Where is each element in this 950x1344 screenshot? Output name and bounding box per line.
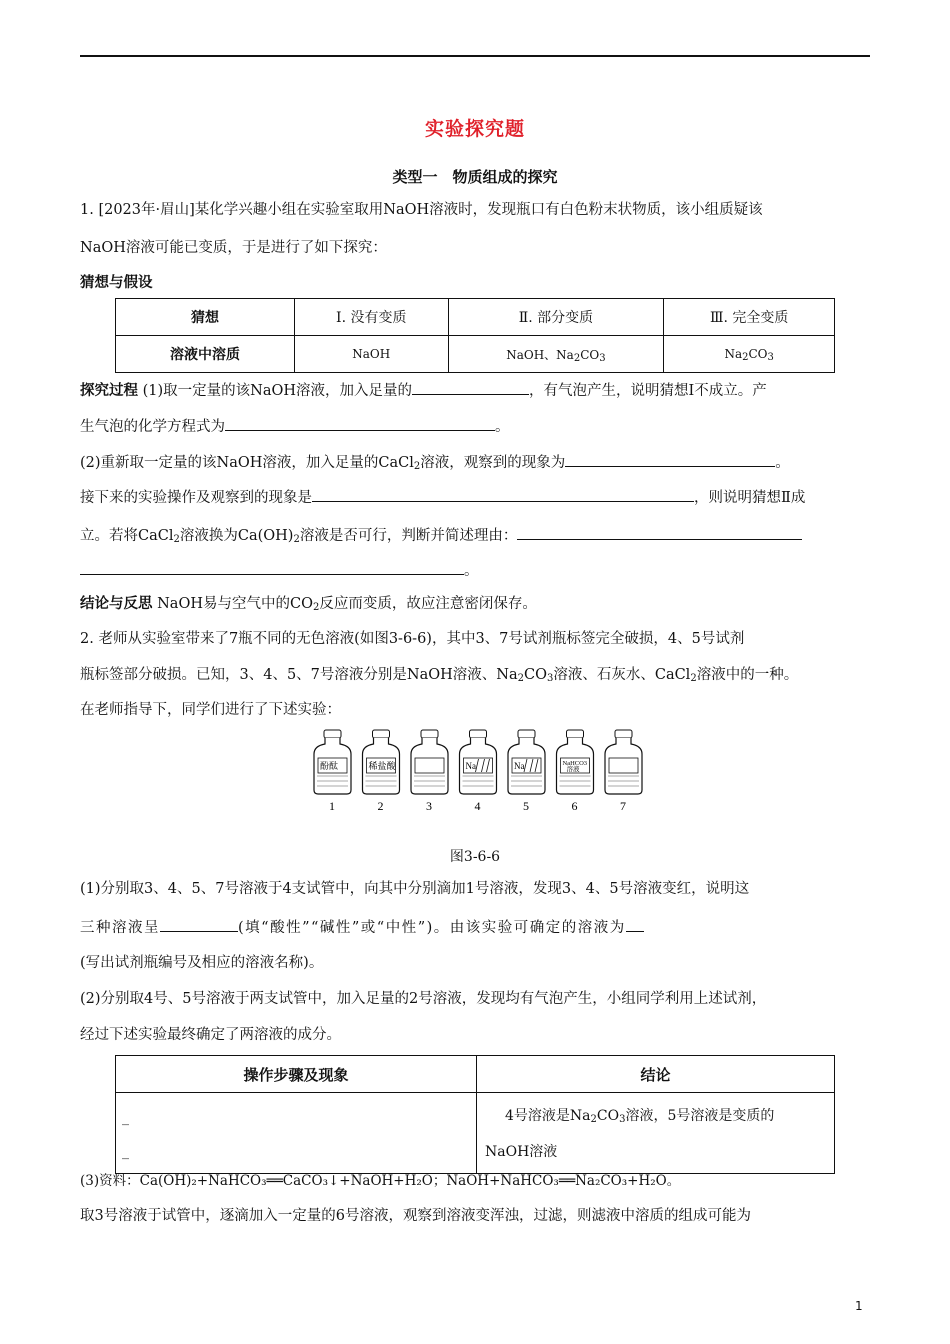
bottle-stopper — [470, 730, 487, 738]
table-header-conclusion: 结论 — [477, 1056, 835, 1093]
bottle-number: 1 — [329, 799, 335, 813]
q2-line1: 2. 老师从实验室带来了7瓶不同的无色溶液(如图3-6-6)，其中3、7号试剂瓶标签完全破损，4、5号试剂 — [80, 631, 745, 647]
hypothesis-table — [115, 298, 835, 373]
bottle-number: 2 — [377, 799, 384, 813]
hypothesis-label: 猜想与假设 — [80, 275, 153, 291]
reagent-bottle-5 — [508, 730, 545, 813]
q2-step1-line3: (写出试剂瓶编号及相应的溶液名称)。 — [80, 955, 324, 971]
bottle-number: 3 — [426, 799, 432, 813]
q2-step3-line2: 取3号溶液于试管中，逐滴加入一定量的6号溶液，观察到溶液变浑浊，过滤，则滤液中溶质的组成可能为 — [80, 1208, 751, 1224]
reagent-bottle-6 — [557, 730, 594, 813]
table-header-steps: 操作步骤及现象 — [116, 1056, 477, 1093]
solute-1: NaOH — [295, 336, 449, 373]
bottle-number: 4 — [474, 799, 481, 813]
bottle-stopper — [324, 730, 341, 738]
bottle-label-text-2: 溶液 — [566, 766, 580, 773]
q2-step1-line1: (1)分别取3、4、5、7号溶液于4支试管中，向其中分别滴加1号溶液，发现3、4、5号溶液变红，说明这 — [80, 881, 750, 897]
solute-3: $Na_2CO_3$ — [664, 336, 835, 373]
solute-2: NaOH、$Na_2CO_3$ — [448, 336, 664, 373]
q2-step2-line2: 经过下述实验最终确定了两溶液的成分。 — [80, 1027, 341, 1043]
q2-line2: 瓶标签部分破损。已知，3、4、5、7号溶液分别是NaOH溶液、$Na_2CO_3$溶液、石灰水、CaCl$_2$溶液中的一种。 — [80, 667, 799, 684]
reagent-bottle-7 — [605, 730, 642, 813]
bottle-label-text: Na — [465, 761, 476, 771]
q1-line2: NaOH溶液可能已变质，于是进行了如下探究： — [80, 240, 387, 256]
steps-cell[interactable]: _ _ — [116, 1093, 477, 1174]
bottle-label-text: 稀盐酸 — [368, 761, 396, 771]
table-header-solute: 溶液中溶质 — [116, 336, 295, 373]
figure-caption: 图3-6-6 — [449, 849, 501, 865]
q1-line1: 1. [2023年·眉山]某化学兴趣小组在实验室取用NaOH溶液时，发现瓶口有白色粉末状物质，该小组质疑该 — [80, 202, 763, 218]
reagent-bottle-3 — [411, 730, 448, 813]
bottle-stopper — [373, 730, 390, 738]
answer-blank-4[interactable] — [312, 487, 694, 502]
bottle-stopper — [615, 730, 632, 738]
bottle-number: 5 — [523, 799, 529, 813]
bottle-stopper — [567, 730, 584, 738]
answer-blank-2[interactable] — [225, 416, 495, 431]
table-header-hypothesis: 猜想 — [116, 299, 295, 336]
conclusion-cell: 4号溶液是$Na_2CO_3$溶液，5号溶液是变质的 NaOH溶液 — [477, 1093, 835, 1174]
bottle-stopper — [518, 730, 535, 738]
bottle-number: 6 — [571, 799, 578, 813]
page-number: 1 — [855, 1299, 863, 1313]
bottle-label-text: Na — [514, 761, 525, 771]
q2-step3-line1: (3)资料：Ca(OH)₂+NaHCO₃══CaCO₃↓+NaOH+H₂O；NaOH+NaHCO₃══Na₂CO₃+H₂O。 — [80, 1173, 681, 1189]
process-line5: 立。若将CaCl$_2$溶液换为$Ca(OH)_2$溶液是否可行，判断并简述理由： — [80, 525, 870, 546]
reagent-bottles-figure — [300, 728, 650, 818]
answer-blank-7[interactable] — [160, 917, 238, 932]
process-line6: 。 — [80, 560, 870, 581]
process-line4: 接下来的实验操作及观察到的现象是 ，则说明猜想Ⅱ成 — [80, 487, 870, 508]
hypothesis-3: Ⅲ. 完全变质 — [664, 299, 835, 336]
hypothesis-1: Ⅰ. 没有变质 — [295, 299, 449, 336]
section-subtitle: 类型一 物质组成的探究 — [392, 168, 558, 186]
reagent-bottle-4 — [460, 730, 497, 813]
process-line2: 生气泡的化学方程式为 。 — [80, 416, 870, 437]
top-rule — [80, 55, 870, 57]
bottle-number: 7 — [620, 799, 626, 813]
q2-step2-line1: (2)分别取4号、5号溶液于两支试管中，加入足量的2号溶液，发现均有气泡产生，小组同学利用上述试剂， — [80, 991, 767, 1007]
answer-blank-6[interactable] — [80, 560, 464, 575]
bottle-label-box — [609, 758, 638, 773]
process-line3: (2)重新取一定量的该NaOH溶液，加入足量的CaCl$_2$溶液，观察到的现象为 。 — [80, 452, 870, 473]
reagent-bottle-2 — [363, 730, 400, 813]
page-title: 实验探究题 — [424, 118, 525, 140]
bottle-stopper — [421, 730, 438, 738]
q2-line3: 在老师指导下，同学们进行了下述实验： — [80, 702, 341, 718]
conclusion-line: 结论与反思 NaOH易与空气中的$CO_2$反应而变质，故应注意密闭保存。 — [80, 596, 537, 613]
reagent-bottle-1 — [314, 730, 351, 813]
answer-blank-5[interactable] — [517, 525, 802, 540]
bottle-label-box — [415, 758, 444, 773]
answer-blank-8[interactable] — [626, 917, 644, 932]
answer-blank-3[interactable] — [565, 452, 775, 467]
bottle-label-text: NaHCO3 — [562, 760, 588, 767]
bottle-label-text: 酚酞 — [320, 761, 339, 771]
q2-step1-line2: 三种溶液呈 (填“酸性”“碱性”或“中性”)。由该实验可确定的溶液为 — [80, 917, 870, 938]
answer-blank-1[interactable] — [412, 380, 529, 395]
experiment-table — [115, 1055, 835, 1174]
hypothesis-2: Ⅱ. 部分变质 — [448, 299, 664, 336]
process-line1: 探究过程 (1)取一定量的该NaOH溶液，加入足量的 ，有气泡产生，说明猜想Ⅰ不成立。产 — [80, 380, 870, 401]
